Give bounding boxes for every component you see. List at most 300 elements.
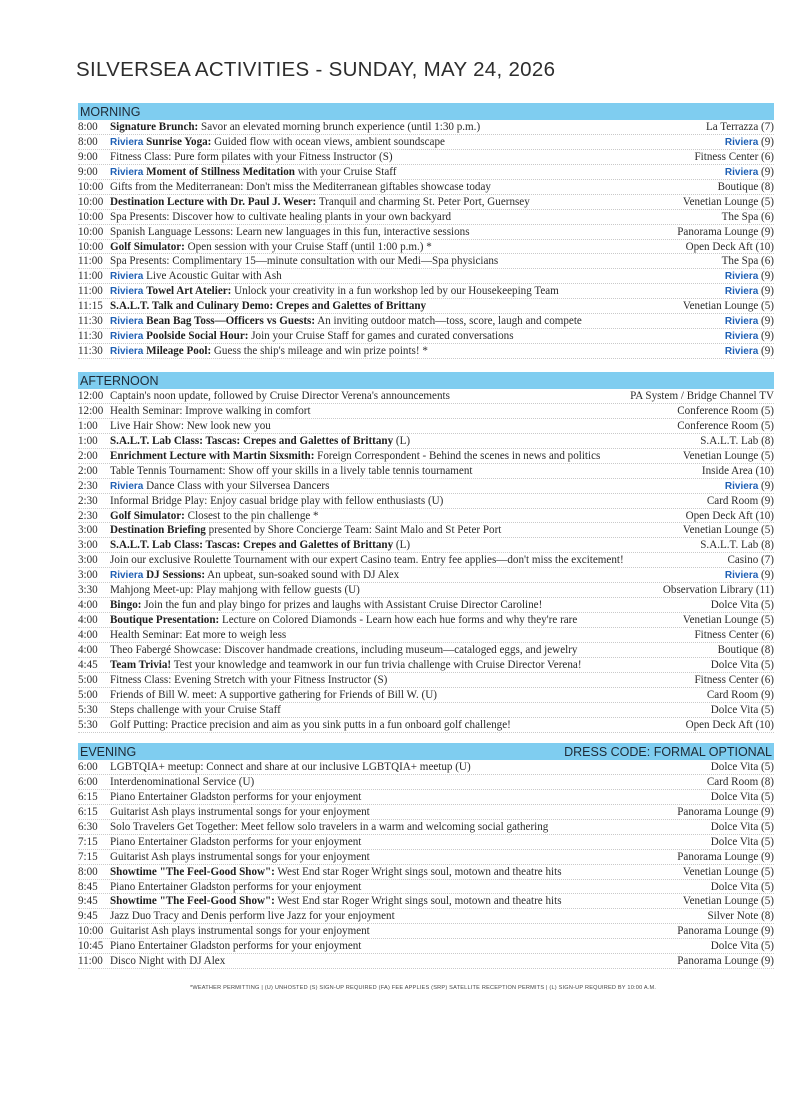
activity-row: [78, 850, 774, 865]
activity-location: [671, 404, 774, 418]
activity-description: [110, 284, 719, 298]
location-name: Venetian Lounge (5): [682, 195, 774, 208]
activity-time: 4:00: [78, 614, 98, 627]
activity-name: Destination Briefing: [110, 524, 206, 537]
location-name: Dolce Vita (5): [710, 599, 774, 612]
activity-location: [689, 628, 775, 642]
activity-time: 7:15: [78, 835, 98, 848]
activity-row: [78, 225, 774, 240]
activity-description: [110, 688, 701, 702]
riviera-location: Riviera: [724, 331, 759, 343]
activity-time: 2:30: [78, 479, 98, 492]
activity-time: 5:30: [78, 718, 98, 731]
location-name: (9): [758, 285, 774, 298]
activity-row: [78, 673, 774, 688]
activity-location: [705, 939, 774, 953]
activity-detail: Guided flow with ocean views, ambient soundscape: [211, 135, 445, 148]
activity-row: [78, 284, 774, 299]
activity-detail: presented by Shore Concierge Team: Saint Malo and St Peter Port: [205, 524, 502, 537]
activity-row: [78, 835, 774, 850]
activity-detail: Interdenominational Service (U): [110, 775, 255, 788]
activity-location: [624, 389, 774, 403]
activity-time: 3:00: [78, 569, 98, 582]
location-name: Venetian Lounge (5): [682, 524, 774, 537]
location-name: Conference Room (5): [677, 419, 774, 432]
riviera-tag: Riviera: [110, 346, 144, 358]
activity-time: 6:15: [78, 805, 98, 818]
activity-location: [694, 434, 774, 448]
activity-location: [680, 509, 774, 523]
activity-detail: with your Cruise Staff: [294, 165, 397, 178]
location-name: Venetian Lounge (5): [682, 300, 774, 313]
activity-time: 3:00: [78, 539, 98, 552]
activity-row: [78, 314, 774, 329]
activity-detail: Piano Entertainer Gladston performs for your enjoyment: [110, 940, 362, 953]
activity-detail: Solo Travelers Get Together: Meet fellow solo travelers in a warm and welcoming social gathering: [110, 820, 549, 833]
location-name: Dolce Vita (5): [710, 658, 774, 671]
activity-description: [110, 760, 705, 774]
activity-description: [110, 314, 719, 328]
activity-detail: Guitarist Ash plays instrumental songs for your enjoyment: [110, 850, 370, 863]
activity-detail: Jazz Duo Tracy and Denis perform live Jazz for your enjoyment: [110, 910, 395, 923]
activity-row: [78, 924, 774, 939]
riviera-location: Riviera: [724, 286, 759, 298]
activity-row: [78, 494, 774, 509]
activity-description: [110, 538, 694, 552]
activity-detail: Open session with your Cruise Staff (until 1:00 p.m.) *: [184, 240, 432, 253]
activity-detail: Join our exclusive Roulette Tournament with our expert Casino team. Entry fee applies—don't miss the excitement!: [110, 554, 624, 567]
activity-name: Poolside Social Hour:: [146, 330, 249, 343]
activity-row: [78, 568, 774, 583]
riviera-tag: Riviera: [110, 136, 144, 148]
activity-detail: Spa Presents: Discover how to cultivate healing plants in your own backyard: [110, 210, 452, 223]
activity-location: [696, 464, 774, 478]
riviera-tag: Riviera: [110, 331, 144, 343]
activity-location: [701, 909, 774, 923]
activity-description: [110, 673, 689, 687]
activity-location: [721, 553, 774, 567]
activity-time: 10:00: [78, 225, 104, 238]
activity-name: S.A.L.T. Talk and Culinary Demo: Crepes and Galettes of Brittany: [110, 300, 427, 313]
activity-time: 8:45: [78, 880, 98, 893]
location-name: Dolce Vita (5): [710, 703, 774, 716]
activity-location: [657, 583, 774, 597]
activity-location: [671, 924, 774, 938]
activity-detail: Captain's noon update, followed by Cruise Director Verena's announcements: [110, 390, 450, 402]
activity-location: [705, 835, 774, 849]
location-name: Fitness Center (6): [694, 150, 774, 163]
activity-time: 9:00: [78, 165, 98, 178]
activity-time: 6:30: [78, 820, 98, 833]
location-name: (9): [758, 135, 774, 148]
activity-time: 2:00: [78, 449, 98, 462]
activity-row: [78, 613, 774, 628]
activity-description: [110, 865, 677, 879]
activity-description: [110, 254, 716, 268]
section-afternoon: [78, 372, 774, 733]
location-name: Conference Room (5): [677, 404, 774, 417]
activity-row: [78, 180, 774, 195]
location-name: Card Room (8): [706, 775, 774, 788]
activity-time: 5:30: [78, 703, 98, 716]
riviera-tag: Riviera: [110, 480, 144, 492]
activity-row: [78, 760, 774, 775]
activity-detail: Fitness Class: Pure form pilates with your Fitness Instructor (S): [110, 150, 393, 163]
activity-time: 11:15: [78, 300, 103, 313]
activity-location: [705, 598, 774, 612]
section-morning: [78, 103, 774, 359]
activity-time: 1:00: [78, 434, 98, 447]
activity-time: 12:00: [78, 404, 104, 417]
activity-description: [110, 195, 677, 209]
activity-detail: Disco Night with DJ Alex: [110, 955, 226, 968]
location-name: La Terrazza (7): [706, 121, 774, 133]
activity-location: [700, 120, 774, 134]
activity-time: 8:00: [78, 135, 98, 148]
activity-description: [110, 434, 694, 448]
location-name: Venetian Lounge (5): [682, 449, 774, 462]
activity-name: Destination Lecture with Dr. Paul J. Weser:: [110, 195, 317, 208]
activity-row: [78, 939, 774, 954]
location-name: The Spa (6): [721, 210, 774, 223]
activity-description: [110, 329, 719, 343]
location-name: (9): [758, 345, 774, 358]
location-name: Fitness Center (6): [694, 629, 774, 641]
activity-description: [110, 775, 701, 789]
location-name: Panorama Lounge (9): [677, 850, 774, 863]
activity-description: [110, 479, 719, 493]
location-name: (9): [758, 270, 774, 283]
activity-time: 2:00: [78, 464, 98, 477]
activity-row: [78, 805, 774, 820]
activity-location: [671, 805, 774, 819]
activity-detail: Guess the ship's mileage and win prize points! *: [211, 345, 428, 358]
activity-name: Enrichment Lecture with Martin Sixsmith:: [110, 449, 315, 462]
activity-description: [110, 909, 701, 923]
activity-detail: Lecture on Colored Diamonds - Learn how each hue forms and why they're rare: [219, 614, 578, 627]
activity-detail: Golf Putting: Practice precision and aim as you sink putts in a fun onboard golf challenge!: [110, 718, 511, 731]
activity-time: 4:00: [78, 643, 98, 656]
activity-description: [110, 643, 712, 657]
activity-description: [110, 165, 719, 179]
activity-description: [110, 820, 705, 834]
activity-location: [671, 954, 774, 968]
riviera-location: Riviera: [724, 346, 759, 358]
activity-time: 4:00: [78, 599, 98, 612]
activity-time: 4:00: [78, 629, 98, 641]
activity-description: [110, 805, 671, 819]
activity-location: [719, 135, 774, 149]
activity-row: [78, 449, 774, 464]
riviera-tag: Riviera: [110, 316, 144, 328]
page-title: SILVERSEA ACTIVITIES - SUNDAY, MAY 24, 2026: [76, 58, 556, 81]
activity-list: [78, 760, 774, 969]
location-name: Dolce Vita (5): [710, 835, 774, 848]
location-name: (9): [758, 165, 774, 178]
location-name: Open Deck Aft (10): [685, 718, 774, 731]
activity-time: 4:45: [78, 658, 98, 671]
activity-location: [677, 299, 774, 313]
activity-detail: Mahjong Meet-up: Play mahjong with fellow guests (U): [110, 584, 360, 597]
activity-location: [716, 210, 774, 224]
location-name: The Spa (6): [721, 255, 774, 268]
activity-row: [78, 688, 774, 703]
activity-detail: Spa Presents: Complimentary 15—minute consultation with our Medi—Spa physicians: [110, 255, 499, 268]
activity-location: [689, 150, 775, 164]
location-name: (9): [758, 315, 774, 328]
activity-detail: An inviting outdoor match—toss, score, laugh and compete: [315, 315, 582, 328]
section-title: MORNING: [80, 105, 141, 119]
activity-row: [78, 269, 774, 284]
activity-location: [705, 820, 774, 834]
activity-location: [719, 165, 774, 179]
location-name: Card Room (9): [706, 688, 774, 701]
activity-location: [701, 688, 774, 702]
activity-description: [110, 583, 657, 597]
activity-row: [78, 509, 774, 524]
activity-location: [719, 568, 774, 582]
activity-time: 3:00: [78, 554, 98, 567]
location-name: Panorama Lounge (9): [677, 955, 774, 968]
activity-detail: Health Seminar: Improve walking in comfort: [110, 404, 311, 417]
activity-row: [78, 419, 774, 434]
activity-detail: Tranquil and charming St. Peter Port, Guernsey: [316, 195, 530, 208]
activity-description: [110, 494, 701, 508]
location-name: Inside Area (10): [701, 464, 774, 477]
activity-name: Boutique Presentation:: [110, 614, 220, 627]
riviera-location: Riviera: [724, 166, 759, 178]
activity-row: [78, 880, 774, 895]
activity-row: [78, 820, 774, 835]
activity-row: [78, 210, 774, 225]
activity-row: [78, 954, 774, 969]
location-name: Venetian Lounge (5): [682, 865, 774, 878]
activity-detail: Test your knowledge and teamwork in our fun trivia challenge with Cruise Director Verena!: [171, 658, 582, 671]
riviera-tag: Riviera: [110, 286, 144, 298]
activity-location: [701, 775, 774, 789]
activity-name: S.A.L.T. Lab Class: Tascas: Crepes and Galettes of Brittany: [110, 434, 394, 447]
activity-detail: Closest to the pin challenge *: [184, 509, 319, 522]
activity-location: [671, 419, 774, 433]
location-name: Open Deck Aft (10): [685, 509, 774, 522]
activity-row: [78, 553, 774, 568]
activity-location: [719, 314, 774, 328]
activity-row: [78, 479, 774, 494]
activity-location: [694, 538, 774, 552]
activity-detail: Gifts from the Mediterranean: Don't miss the Mediterranean giftables showcase today: [110, 180, 491, 193]
activity-time: 2:30: [78, 494, 98, 507]
activity-row: [78, 344, 774, 359]
activity-row: [78, 464, 774, 479]
activity-time: 8:00: [78, 121, 98, 133]
activity-description: [110, 718, 680, 732]
activity-description: [110, 703, 705, 717]
activity-location: [677, 894, 774, 908]
location-name: Dolce Vita (5): [710, 880, 774, 893]
location-name: Panorama Lounge (9): [677, 805, 774, 818]
activity-detail: Join the fun and play bingo for prizes and laughs with Assistant Cruise Director Caroline!: [141, 599, 543, 612]
location-name: Dolce Vita (5): [710, 790, 774, 803]
activity-location: [719, 284, 774, 298]
activity-description: [110, 835, 705, 849]
activity-location: [712, 643, 774, 657]
location-name: S.A.L.T. Lab (8): [700, 539, 774, 552]
activity-row: [78, 658, 774, 673]
activity-row: [78, 598, 774, 613]
activity-detail: (L): [393, 539, 411, 552]
activity-description: [110, 269, 719, 283]
riviera-location: Riviera: [724, 570, 759, 582]
activity-description: [110, 523, 677, 537]
riviera-location: Riviera: [724, 480, 759, 492]
location-name: Dolce Vita (5): [710, 820, 774, 833]
activity-detail: Table Tennis Tournament: Show off your skills in a lively table tennis tournament: [110, 464, 473, 477]
activity-name: Sunrise Yoga:: [146, 135, 212, 148]
location-name: Panorama Lounge (9): [677, 925, 774, 938]
location-name: Fitness Center (6): [694, 673, 774, 686]
activity-time: 2:30: [78, 509, 98, 522]
activity-description: [110, 880, 705, 894]
activity-location: [705, 658, 774, 672]
activity-location: [689, 673, 775, 687]
activity-row: [78, 120, 774, 135]
activity-row: [78, 703, 774, 718]
activity-detail: Join your Cruise Staff for games and curated conversations: [248, 330, 514, 343]
activity-name: Mileage Pool:: [146, 345, 212, 358]
activity-description: [110, 509, 680, 523]
activity-description: [110, 553, 721, 567]
location-name: Observation Library (11): [662, 584, 774, 597]
activity-detail: Piano Entertainer Gladston performs for your enjoyment: [110, 790, 362, 803]
activity-description: [110, 150, 689, 164]
activity-time: 9:00: [78, 150, 98, 163]
location-name: Boutique (8): [717, 180, 774, 193]
activity-row: [78, 538, 774, 553]
activity-description: [110, 210, 716, 224]
activity-time: 3:00: [78, 524, 98, 537]
activity-time: 7:15: [78, 850, 98, 863]
activity-time: 6:00: [78, 775, 98, 788]
activity-time: 10:00: [78, 925, 104, 938]
activity-row: [78, 894, 774, 909]
activity-time: 6:00: [78, 761, 98, 773]
activity-time: 11:30: [78, 330, 103, 343]
section-header: [78, 743, 774, 760]
location-name: Boutique (8): [717, 643, 774, 656]
activity-description: [110, 299, 677, 313]
activity-time: 3:30: [78, 584, 98, 597]
activity-location: [705, 760, 774, 774]
activity-name: Golf Simulator:: [110, 509, 185, 522]
activity-location: [705, 880, 774, 894]
activity-detail: Savor an elevated morning brunch experience (until 1:30 p.m.): [198, 121, 481, 133]
activity-detail: Steps challenge with your Cruise Staff: [110, 703, 281, 716]
activity-time: 10:00: [78, 210, 104, 223]
activity-description: [110, 135, 719, 149]
location-name: Venetian Lounge (5): [682, 895, 774, 908]
activity-name: Showtime "The Feel-Good Show":: [110, 895, 275, 908]
activity-location: [677, 449, 774, 463]
activity-time: 11:00: [78, 255, 103, 268]
activity-detail: Piano Entertainer Gladston performs for your enjoyment: [110, 880, 362, 893]
riviera-location: Riviera: [724, 136, 759, 148]
activity-detail: (L): [393, 434, 411, 447]
activity-row: [78, 583, 774, 598]
activity-name: Golf Simulator:: [110, 240, 185, 253]
activity-description: [110, 658, 705, 672]
location-name: Silver Note (8): [707, 910, 774, 923]
activity-row: [78, 434, 774, 449]
activity-name: Bingo:: [110, 599, 142, 612]
activity-description: [110, 894, 677, 908]
activity-location: [677, 523, 774, 537]
activity-detail: Theo Fabergé Showcase: Discover handmade creations, including museum—cataloged eggs, and jewelry: [110, 643, 578, 656]
section-title: EVENING: [80, 745, 137, 759]
activity-name: Moment of Stillness Meditation: [146, 165, 295, 178]
activity-description: [110, 613, 677, 627]
location-name: (9): [758, 479, 774, 492]
activity-description: [110, 790, 705, 804]
location-name: Casino (7): [727, 554, 774, 567]
activity-name: DJ Sessions:: [146, 569, 206, 582]
location-name: (9): [758, 330, 774, 343]
activity-description: [110, 180, 712, 194]
activity-description: [110, 598, 705, 612]
activity-name: Signature Brunch:: [110, 121, 199, 133]
section-title: AFTERNOON: [80, 374, 159, 388]
location-name: PA System / Bridge Channel TV: [630, 390, 774, 402]
activity-description: [110, 568, 719, 582]
activity-detail: Guitarist Ash plays instrumental songs for your enjoyment: [110, 925, 370, 938]
section-header: [78, 103, 774, 120]
riviera-tag: Riviera: [110, 166, 144, 178]
activity-location: [677, 865, 774, 879]
activity-description: [110, 404, 671, 418]
riviera-tag: Riviera: [110, 570, 144, 582]
riviera-tag: Riviera: [110, 271, 144, 283]
activity-row: [78, 909, 774, 924]
activity-row: [78, 299, 774, 314]
activity-time: 11:00: [78, 270, 103, 283]
activity-time: 8:00: [78, 865, 98, 878]
activity-detail: West End star Roger Wright sings soul, motown and theatre hits: [274, 895, 562, 908]
activity-name: Towel Art Atelier:: [146, 285, 232, 298]
activity-location: [671, 850, 774, 864]
activity-detail: Dance Class with your Silversea Dancers: [146, 479, 330, 492]
activity-row: [78, 790, 774, 805]
location-name: Dolce Vita (5): [710, 940, 774, 953]
activity-row: [78, 165, 774, 180]
activity-row: [78, 718, 774, 733]
activity-location: [719, 479, 774, 493]
activity-time: 5:00: [78, 688, 98, 701]
activity-list: [78, 120, 774, 359]
activity-time: 11:00: [78, 285, 103, 298]
activity-row: [78, 150, 774, 165]
activity-row: [78, 254, 774, 269]
activity-row: [78, 865, 774, 880]
location-name: Venetian Lounge (5): [682, 614, 774, 627]
activity-description: [110, 240, 680, 254]
activity-location: [677, 613, 774, 627]
activity-detail: Piano Entertainer Gladston performs for your enjoyment: [110, 835, 362, 848]
footnote-legend: *WEATHER PERMITTING | (U) UNHOSTED (S) SIGN-UP REQUIRED (FA) FEE APPLIES (SRP) SATELLITE RECEPTION PERMITS | (L) SIGN-UP REQUIRED BY 10:00 A.M.: [190, 985, 657, 991]
activity-description: [110, 389, 624, 403]
activity-location: [671, 225, 774, 239]
activity-location: [716, 254, 774, 268]
activity-row: [78, 329, 774, 344]
activity-description: [110, 120, 700, 134]
